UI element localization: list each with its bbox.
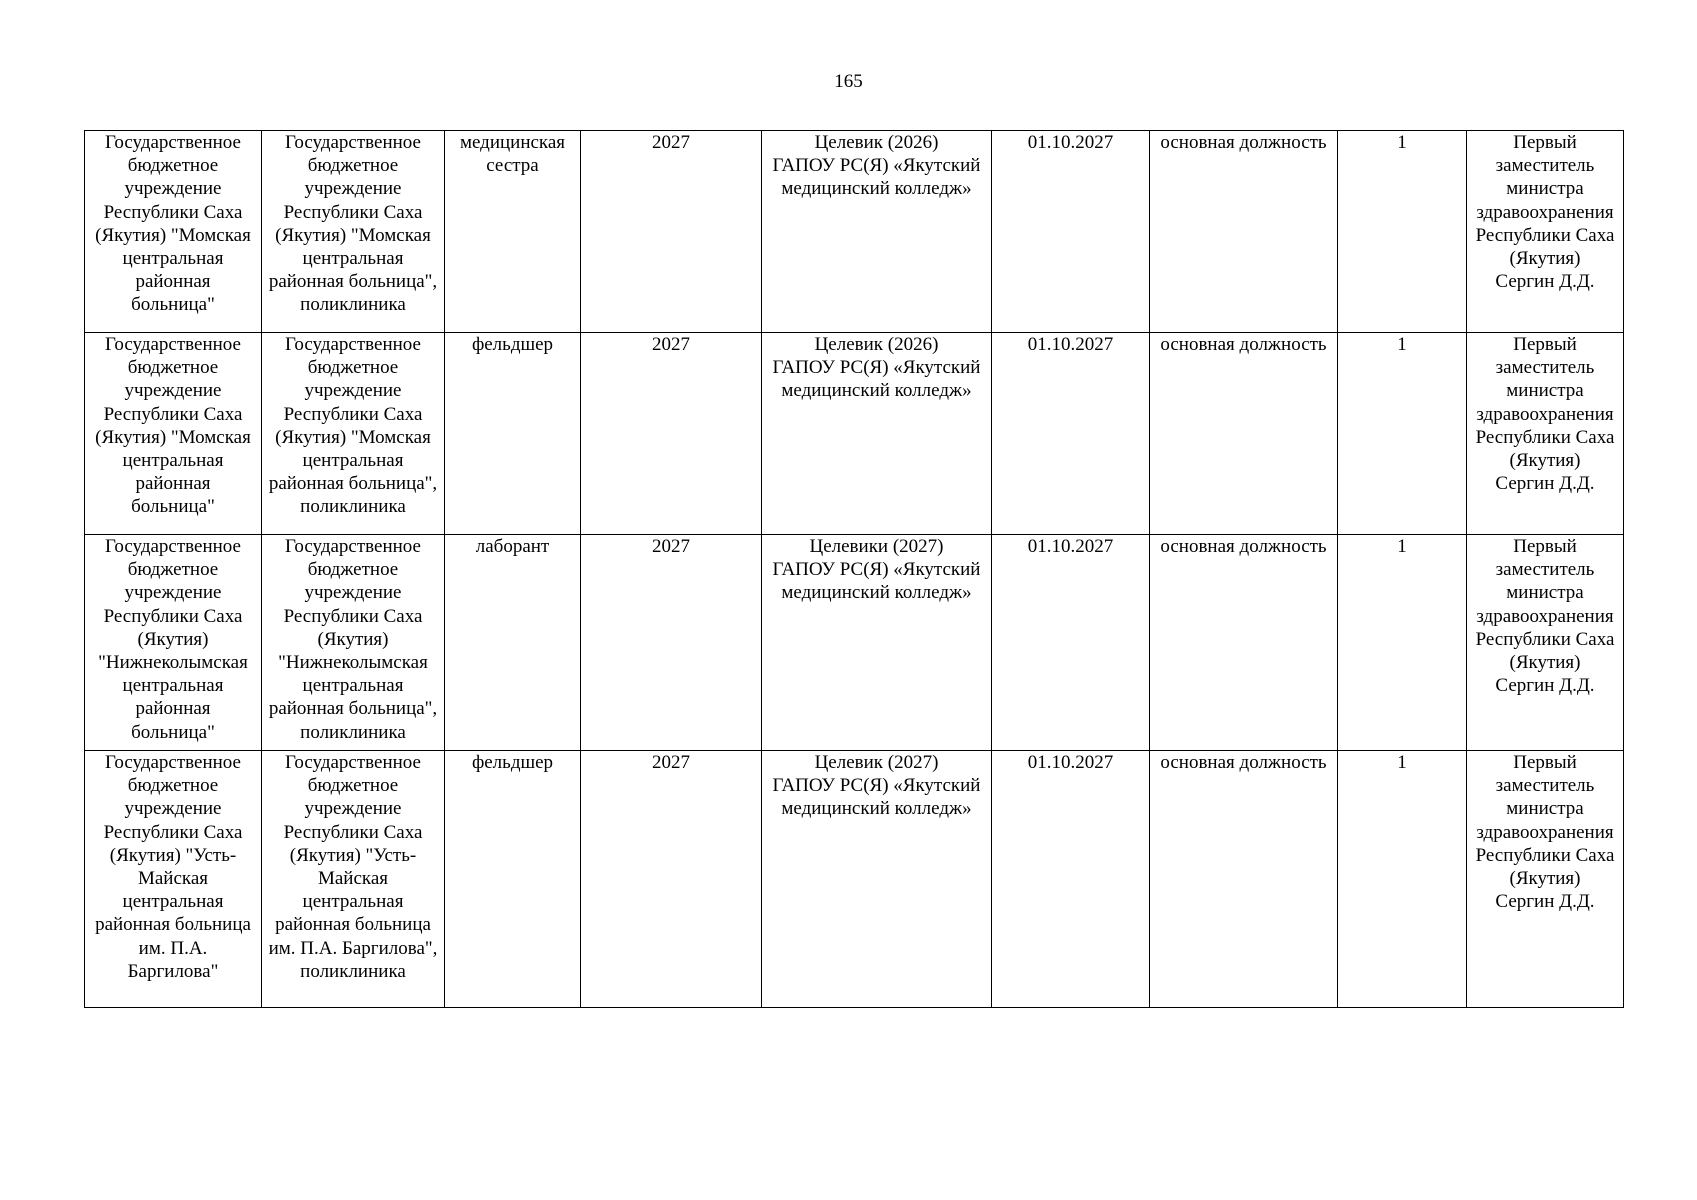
positions-table (84, 130, 1624, 1008)
table-row (85, 751, 1624, 1008)
count-cell: 1 (1338, 751, 1467, 1008)
job-type-cell: основная должность (1150, 751, 1338, 1008)
date-cell: 01.10.2027 (992, 535, 1150, 751)
year-cell: 2027 (581, 535, 762, 751)
position-cell: лаборант (445, 535, 581, 751)
position-cell: медицинская сестра (445, 131, 581, 333)
job-type-cell: основная должность (1150, 333, 1338, 535)
table-row (85, 333, 1624, 535)
count-cell: 1 (1338, 333, 1467, 535)
page-number: 165 (834, 71, 863, 92)
position-cell: фельдшер (445, 751, 581, 1008)
organization-cell: Государственное бюджетное учреждение Республики Саха (Якутия) "Момская центральная районная больница" (85, 131, 262, 333)
responsible-cell: Первый заместитель министра здравоохранения Республики Саха (Якутия) Сергин Д.Д. (1467, 333, 1624, 535)
organization-cell: Государственное бюджетное учреждение Республики Саха (Якутия) "Усть- Майская центральная районная больница им. П.А. Баргилова" (85, 751, 262, 1008)
year-cell: 2027 (581, 333, 762, 535)
year-cell: 2027 (581, 751, 762, 1008)
unit-cell: Государственное бюджетное учреждение Республики Саха (Якутия) "Момская центральная районная больница", поликлиника (262, 131, 445, 333)
date-cell: 01.10.2027 (992, 131, 1150, 333)
graduate-cell: Целевик (2026) ГАПОУ РС(Я) «Якутский медицинский колледж» (762, 333, 992, 535)
table-row (85, 535, 1624, 751)
graduate-cell: Целевики (2027) ГАПОУ РС(Я) «Якутский медицинский колледж» (762, 535, 992, 751)
unit-cell: Государственное бюджетное учреждение Республики Саха (Якутия) "Момская центральная районная больница", поликлиника (262, 333, 445, 535)
responsible-cell: Первый заместитель министра здравоохранения Республики Саха (Якутия) Сергин Д.Д. (1467, 131, 1624, 333)
count-cell: 1 (1338, 131, 1467, 333)
unit-cell: Государственное бюджетное учреждение Республики Саха (Якутия) "Усть- Майская центральная районная больница им. П.А. Баргилова", поликлиника (262, 751, 445, 1008)
unit-cell: Государственное бюджетное учреждение Республики Саха (Якутия) "Нижнеколымская центральная районная больница", поликлиника (262, 535, 445, 751)
organization-cell: Государственное бюджетное учреждение Республики Саха (Якутия) "Нижнеколымская центральная районная больница" (85, 535, 262, 751)
graduate-cell: Целевик (2026) ГАПОУ РС(Я) «Якутский медицинский колледж» (762, 131, 992, 333)
date-cell: 01.10.2027 (992, 751, 1150, 1008)
organization-cell: Государственное бюджетное учреждение Республики Саха (Якутия) "Момская центральная районная больница" (85, 333, 262, 535)
year-cell: 2027 (581, 131, 762, 333)
table-row (85, 131, 1624, 333)
responsible-cell: Первый заместитель министра здравоохранения Республики Саха (Якутия) Сергин Д.Д. (1467, 535, 1624, 751)
job-type-cell: основная должность (1150, 131, 1338, 333)
date-cell: 01.10.2027 (992, 333, 1150, 535)
responsible-cell: Первый заместитель министра здравоохранения Республики Саха (Якутия) Сергин Д.Д. (1467, 751, 1624, 1008)
count-cell: 1 (1338, 535, 1467, 751)
job-type-cell: основная должность (1150, 535, 1338, 751)
graduate-cell: Целевик (2027) ГАПОУ РС(Я) «Якутский медицинский колледж» (762, 751, 992, 1008)
position-cell: фельдшер (445, 333, 581, 535)
